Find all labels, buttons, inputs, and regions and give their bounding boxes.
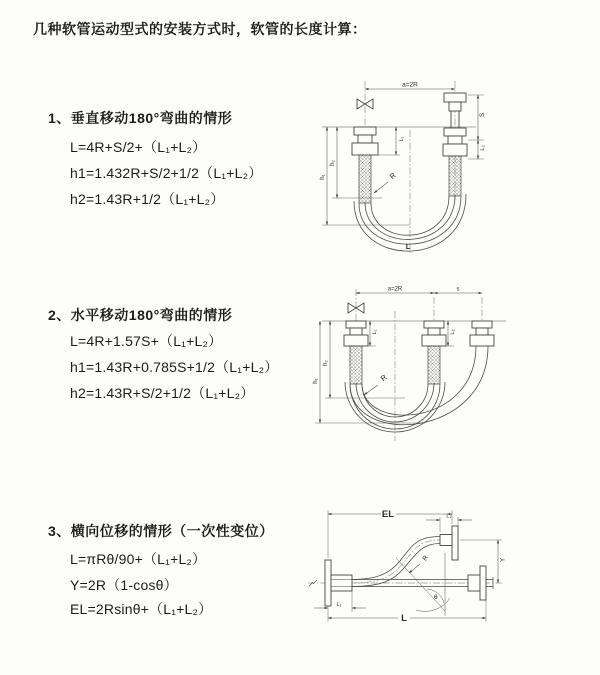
hose-u-bend-displaced xyxy=(350,346,488,425)
dim-label-s: S xyxy=(479,112,486,118)
section-2-formula-L: L=4R+1.57S+（L₁+L₂） xyxy=(70,333,223,349)
left-braided-hose xyxy=(350,346,362,384)
dim-label-r: R xyxy=(421,554,430,563)
dim-label-l2: L₂ xyxy=(480,145,486,151)
dim-label-h2: h₂ xyxy=(323,360,329,366)
left-pipe-fitting xyxy=(352,127,378,155)
dimension-lines xyxy=(315,293,482,423)
upper-flange xyxy=(440,526,458,560)
dim-label-s: s xyxy=(456,286,460,293)
dim-label-l: L xyxy=(405,242,411,251)
middle-pipe-fitting xyxy=(422,321,446,346)
section-3-heading: 3、横向位移的情形（一次性变位） xyxy=(48,523,274,539)
section-1-formula-h2: h2=1.43R+1/2（L₁+L₂） xyxy=(70,191,225,207)
dim-label-y: Y xyxy=(499,557,507,563)
dim-label-l2: L₂ xyxy=(450,329,456,335)
dim-label-a2r: a=2R xyxy=(402,81,418,89)
diagram-vertical-180-bend xyxy=(310,75,580,255)
dim-label-r: R xyxy=(387,170,398,182)
section-1-heading: 1、垂直移动180°弯曲的情形 xyxy=(48,110,233,126)
section-3-formula-L: L=πRθ/90+（L₁+L₂） xyxy=(70,551,207,567)
middle-braided-hose xyxy=(428,346,440,384)
left-braided-hose xyxy=(359,155,371,203)
page-title: 几种软管运动型式的安装方式时，软管的长度计算： xyxy=(33,21,367,37)
right-pipe-fitting xyxy=(470,321,494,346)
dim-label-l: L xyxy=(401,613,407,624)
section-2-formula-h1: h1=1.43R+0.785S+1/2（L₁+L₂） xyxy=(70,359,279,375)
left-flange xyxy=(325,560,352,606)
dim-label-l2: L₂ xyxy=(446,513,452,520)
section-3-formula-EL: EL=2Rsinθ+（L₁+L₂） xyxy=(70,601,213,617)
dim-label-h2: h₂ xyxy=(330,160,336,166)
dim-label-theta: θ xyxy=(434,594,438,601)
dim-label-l1: L₁ xyxy=(372,329,378,335)
diagram-horizontal-180-bend xyxy=(310,283,595,445)
left-pipe-fitting xyxy=(344,321,368,346)
centerlines xyxy=(356,286,482,441)
dim-label-a2r: a=2R xyxy=(387,286,403,293)
dim-label-l1: L₁ xyxy=(399,136,405,142)
section-2-heading: 2、水平移动180°弯曲的情形 xyxy=(48,307,233,323)
diagram-lateral-displacement xyxy=(300,498,600,640)
section-1-formula-L: L=4R+S/2+（L₁+L₂） xyxy=(70,139,207,155)
dim-label-h1: h₁ xyxy=(313,378,319,384)
dim-label-r: R xyxy=(378,372,389,384)
dim-label-h1: h₁ xyxy=(320,174,326,180)
section-1-formula-h1: h1=1.432R+S/2+1/2（L₁+L₂） xyxy=(70,165,263,181)
right-braided-hose xyxy=(449,156,461,196)
angle-construction xyxy=(396,553,450,616)
dimension-lines xyxy=(314,510,502,622)
section-3-formula-Y: Y=2R（1-cosθ） xyxy=(70,577,178,593)
dim-label-l1: L₁ xyxy=(336,602,342,608)
dim-label-el: EL xyxy=(381,509,395,520)
section-2-formula-h2: h2=1.43R+S/2+1/2（L₁+L₂） xyxy=(70,385,255,401)
